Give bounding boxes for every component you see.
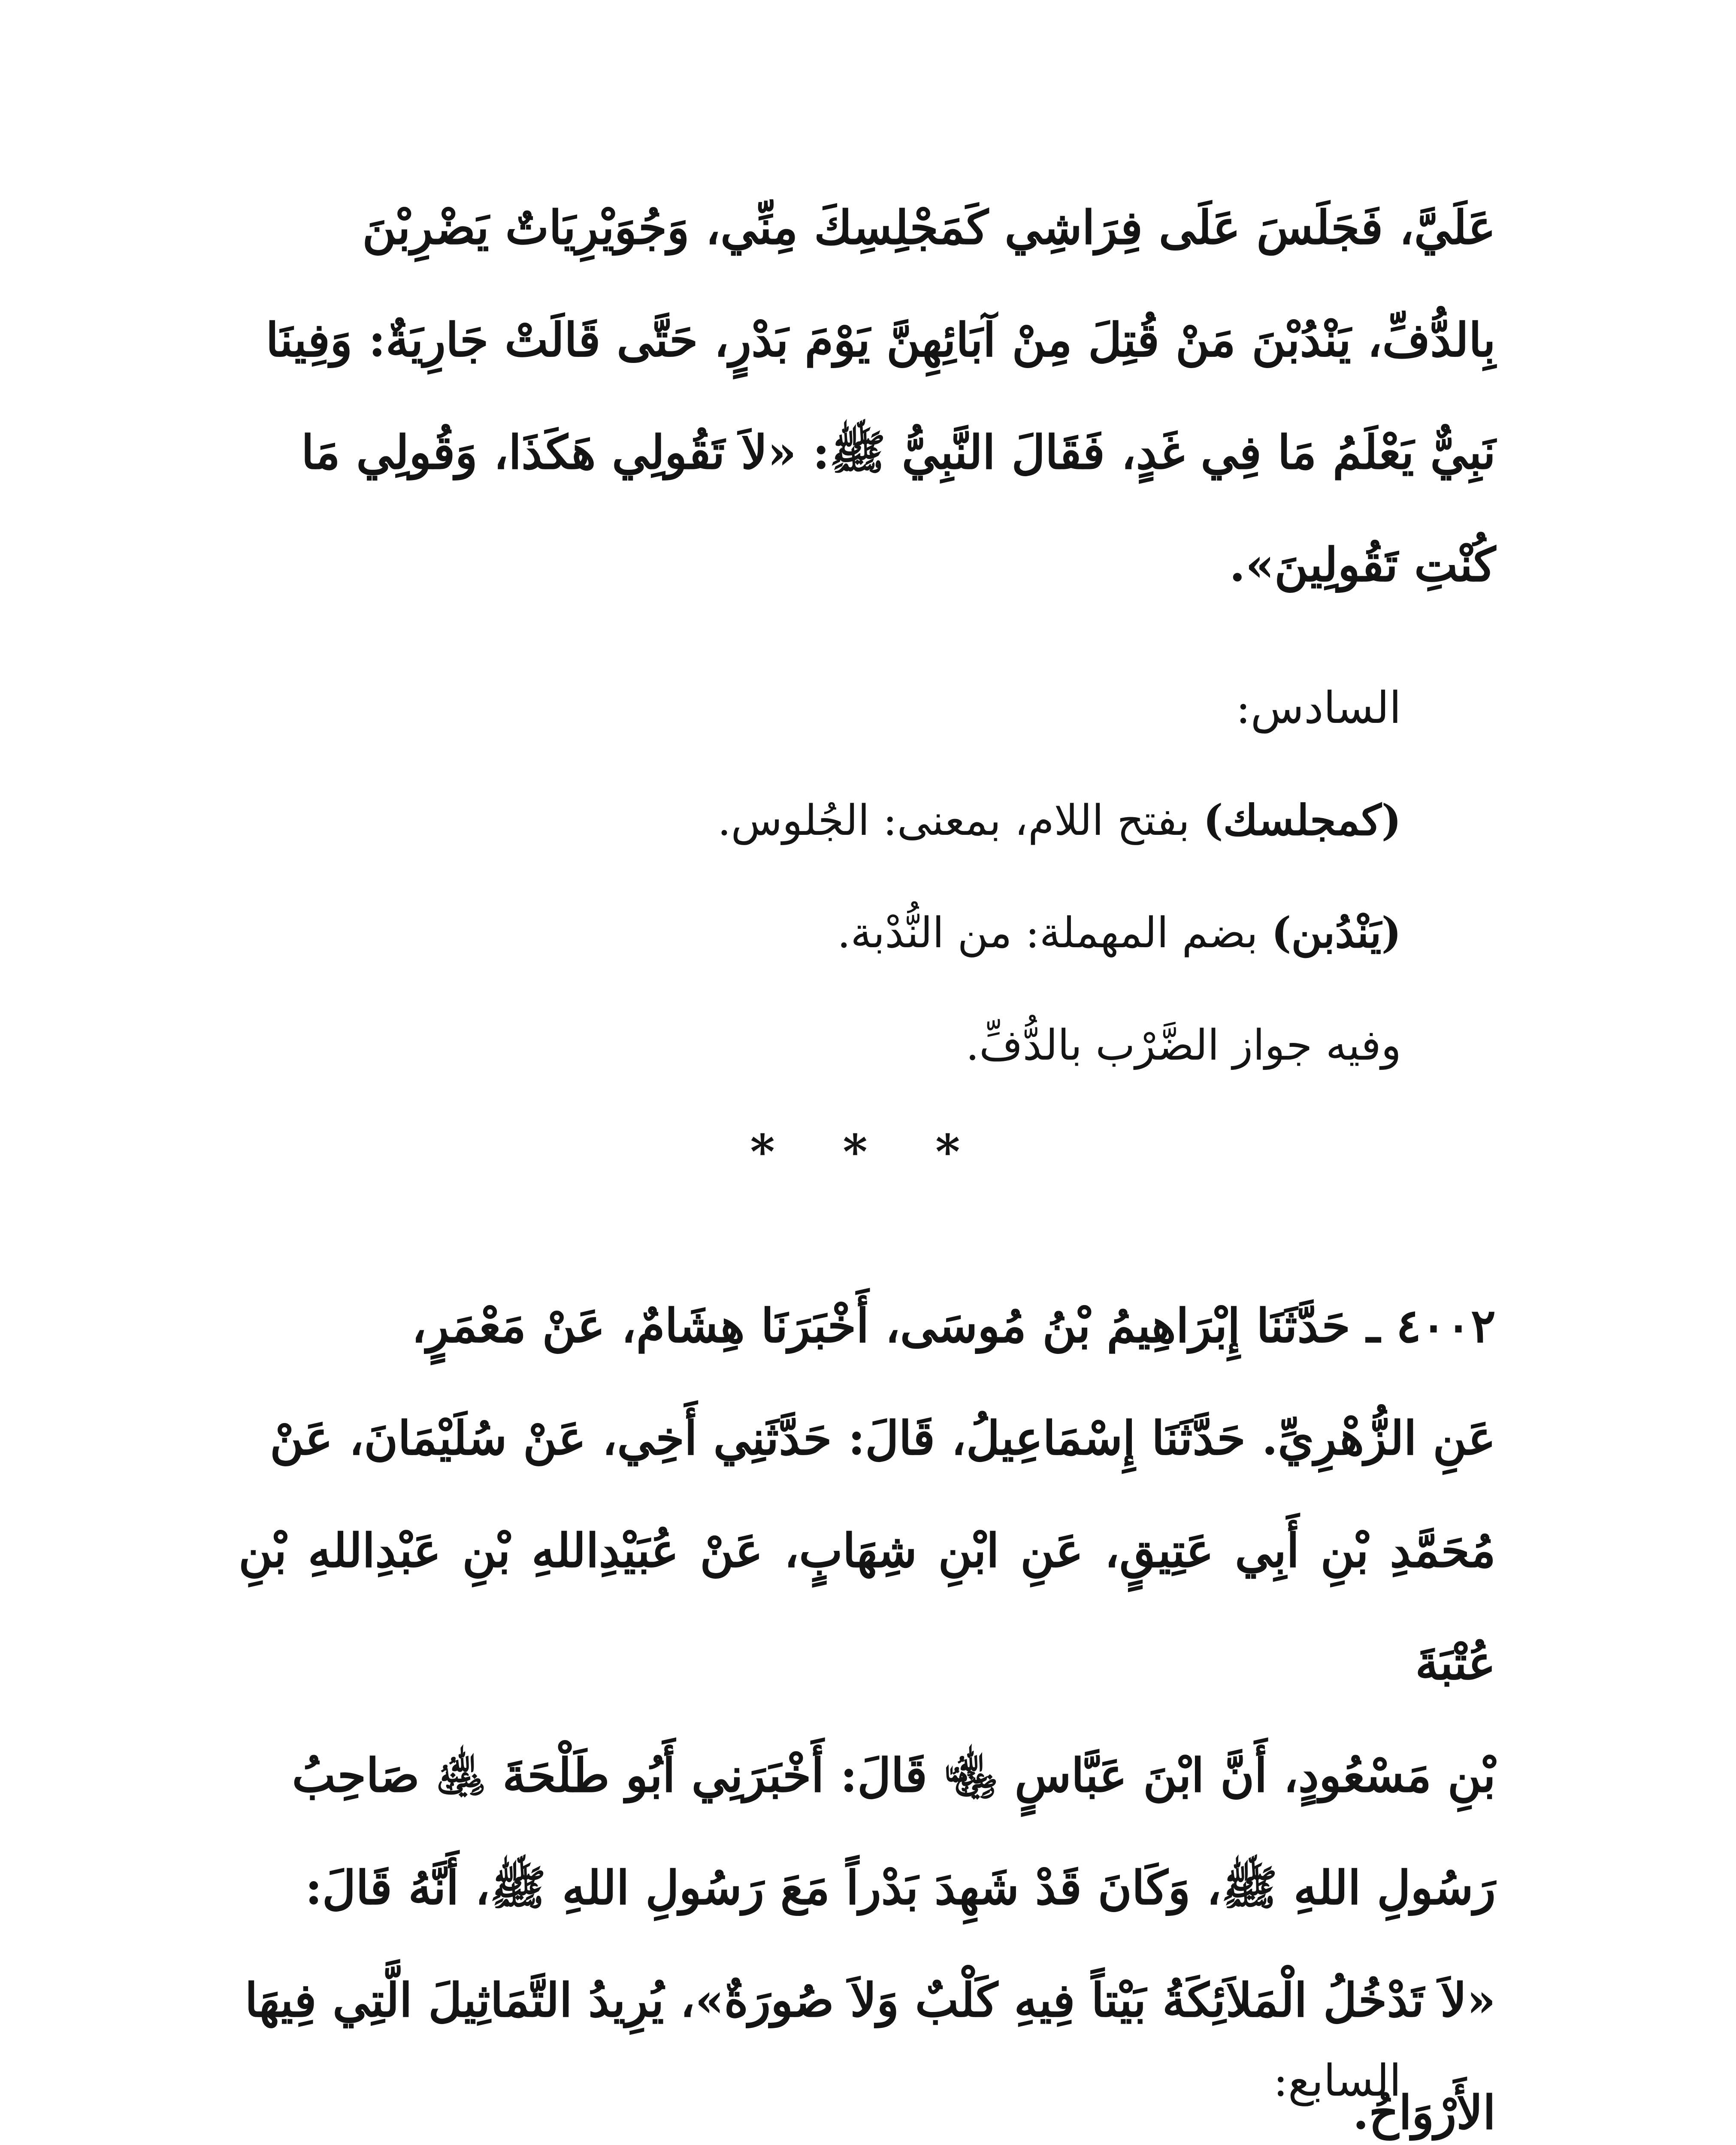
hadith-line: بِالدُّفِّ، يَنْدُبْنَ مَنْ قُتِلَ مِنْ آبَائِهِنَّ يَوْمَ بَدْرٍ، حَتَّى قَالَتْ جَارِيَةٌ: وَفِينَا [266,313,1496,367]
commentary-heading: السادس: [1236,683,1401,734]
note-term: (كمجلسك) [1203,796,1401,845]
hadith-line: الأَرْوَاحُ. [1352,2086,1496,2140]
hadith-line: كُنْتِ تَقُولِينَ». [1229,538,1496,592]
note-text: بفتح اللام، بمعنى: الجُلوس. [717,796,1204,845]
hadith-line: نَبِيٌّ يَعْلَمُ مَا فِي غَدٍ، فَقَالَ النَّبِيُّ ﷺ: «لاَ تَقُولِي هَكَذَا، وَقُولِي مَا [301,426,1496,480]
hadith-line: عَنِ الزُّهْرِيِّ. حَدَّثَنَا إِسْمَاعِيلُ، قَالَ: حَدَّثَنِي أَخِي، عَنْ سُلَيْمَانَ، عَنْ [269,1411,1496,1465]
hadith-text-4002 [239,1270,1496,2145]
note-term: (يَنْدُبن) [1271,908,1401,958]
commentary-sixth [243,652,1401,1102]
commentary-seventh [243,2025,1401,2145]
note-text: وفيه جواز الضَّرْب بالدُّفِّ. [965,1021,1401,1070]
commentary-note [243,877,1401,989]
hadith-text-continuation [239,172,1496,621]
hadith-line: بْنِ مَسْعُودٍ، أَنَّ ابْنَ عَبَّاسٍ ﵄ قَالَ: أَخْبَرَنِي أَبُو طَلْحَةَ ﵁ صَاحِبُ [292,1749,1496,1803]
hadith-line: «لاَ تَدْخُلُ الْمَلاَئِكَةُ بَيْتاً فِيهِ كَلْبٌ وَلاَ صُورَةٌ»، يُرِيدُ التَّمَاثِيلَ الَّتِي فِيهَا [245,1973,1496,2027]
section-separator: * * * [750,1124,986,1179]
commentary-heading: السابع: [1273,2055,1401,2106]
commentary-note [243,989,1401,1102]
hadith-line: عَلَيَّ، فَجَلَسَ عَلَى فِرَاشِي كَمَجْلِسِكَ مِنِّي، وَجُوَيْرِيَاتٌ يَضْرِبْنَ [362,201,1496,255]
note-text: بضم المهملة: من النُّدْبة. [837,909,1272,958]
hadith-line: رَسُولِ اللهِ ﷺ، وَكَانَ قَدْ شَهِدَ بَدْراً مَعَ رَسُولِ اللهِ ﷺ، أَنَّهُ قَالَ: [305,1861,1496,1915]
commentary-note [243,2137,1401,2145]
hadith-line: مُحَمَّدِ بْنِ أَبِي عَتِيقٍ، عَنِ ابْنِ شِهَابٍ، عَنْ عُبَيْدِاللهِ بْنِ عَبْدِاللهِ بْنِ عُتْبَةَ [239,1524,1496,1690]
hadith-line: ٤٠٠٢ ـ حَدَّثَنَا إِبْرَاهِيمُ بْنُ مُوسَى، أَخْبَرَنَا هِشَامٌ، عَنْ مَعْمَرٍ، [411,1299,1496,1353]
commentary-note [243,764,1401,877]
